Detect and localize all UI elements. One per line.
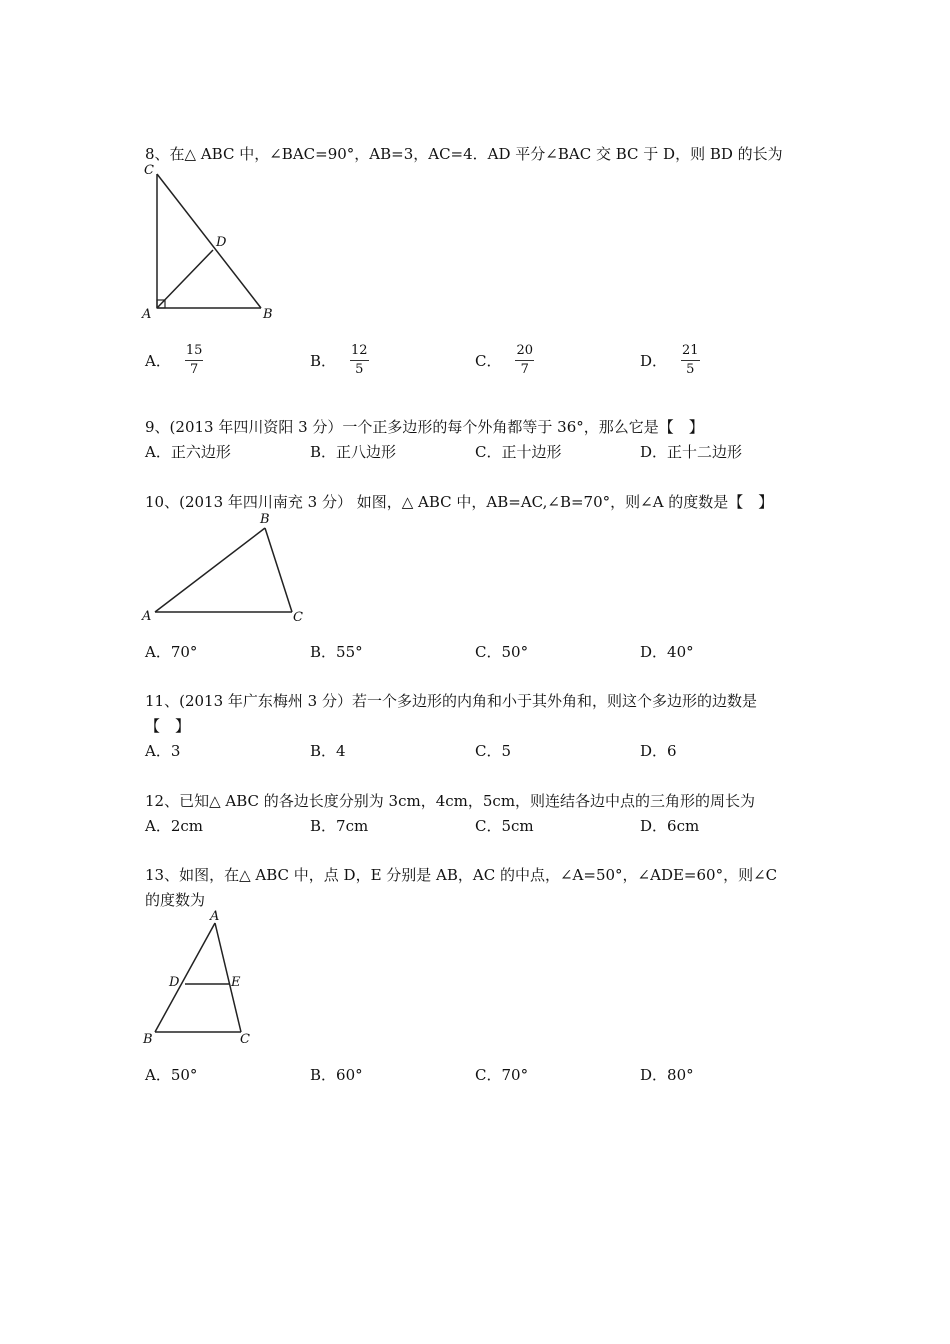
q13-label-d: D — [169, 975, 180, 990]
q11-stem-line1: 11、(2013 年广东梅州 3 分）若一个多边形的内角和小于其外角和，则这个多边形的边数是 — [145, 692, 757, 710]
q9-options — [145, 442, 825, 462]
q10-label-b: B — [260, 512, 270, 527]
q8-stem: 8、在△ ABC 中，∠BAC=90°，AB=3，AC=4．AD 平分∠BAC 交 BC 于 D，则 BD 的长为 — [145, 145, 783, 163]
q13-side-ab — [155, 923, 215, 1032]
q13-option-c[interactable]: C．70° — [475, 1066, 529, 1084]
q12-stem: 12、已知△ ABC 的各边长度分别为 3cm，4cm，5cm，则连结各边中点的三角形的周长为 — [145, 792, 756, 810]
q13-options — [145, 1065, 825, 1085]
q8-option-b[interactable]: B． $\frac{12}{5}$ — [310, 342, 368, 377]
q12-options — [145, 816, 825, 836]
q8-figure — [140, 160, 280, 325]
q9-option-d[interactable]: D．正十二边形 — [640, 443, 743, 461]
q11-option-a[interactable]: A．3 — [145, 742, 181, 760]
q9-option-a[interactable]: A．正六边形 — [145, 443, 231, 461]
q13-option-d[interactable]: D．80° — [640, 1066, 694, 1084]
q11-option-c[interactable]: C．5 — [475, 742, 512, 760]
q9-stem: 9、(2013 年四川资阳 3 分）一个正多边形的每个外角都等于 36°，那么它是【 】 — [145, 418, 704, 436]
q10-stem: 10、(2013 年四川南充 3 分） 如图，△ ABC 中，AB=AC,∠B=70°，则∠A 的度数是【 】 — [145, 493, 774, 511]
q8-option-d[interactable]: D． $\frac{21}{5}$ — [640, 342, 699, 377]
q8-option-a[interactable]: A． $\frac{15}{7}$ — [145, 342, 203, 377]
q10-label-c: C — [293, 610, 303, 625]
q8-option-a-fraction: $\frac{15}{7}$ — [185, 342, 203, 377]
q12-option-c[interactable]: C．5cm — [475, 817, 534, 835]
q8-option-c[interactable]: C． $\frac{20}{7}$ — [475, 342, 534, 377]
q12-option-d[interactable]: D．6cm — [640, 817, 700, 835]
q8-bisector-ad — [157, 250, 213, 308]
q10-label-a: A — [142, 609, 152, 624]
q11-option-d[interactable]: D．6 — [640, 742, 677, 760]
q8-options — [145, 340, 825, 380]
q13-stem-line2: 的度数为 — [145, 891, 206, 909]
q8-label-b: B — [263, 307, 273, 322]
q10-side-bc — [265, 528, 292, 612]
q13-label-c: C — [240, 1032, 250, 1047]
q10-option-d[interactable]: D．40° — [640, 643, 694, 661]
q9-option-c[interactable]: C．正十边形 — [475, 443, 562, 461]
q8-label-d: D — [216, 235, 227, 250]
q11-stem-line2: 【 】 — [145, 717, 191, 735]
q13-stem-line1: 13、如图，在△ ABC 中，点 D，E 分别是 AB，AC 的中点，∠A=50°，∠ADE=60°，则∠C — [145, 866, 778, 884]
q13-figure — [140, 905, 260, 1050]
q8-side-bc — [157, 174, 261, 308]
q8-option-b-fraction: $\frac{12}{5}$ — [351, 342, 368, 377]
q13-option-a[interactable]: A．50° — [145, 1066, 198, 1084]
q12-option-a[interactable]: A．2cm — [145, 817, 204, 835]
q10-option-a[interactable]: A．70° — [145, 643, 198, 661]
q13-option-b[interactable]: B．60° — [310, 1066, 363, 1084]
q13-label-e: E — [231, 975, 241, 990]
q8-option-d-fraction: $\frac{21}{5}$ — [682, 342, 699, 377]
q10-option-b[interactable]: B．55° — [310, 643, 363, 661]
q10-figure — [140, 508, 315, 628]
q11-options — [145, 741, 825, 761]
q10-option-c[interactable]: C．50° — [475, 643, 529, 661]
q10-side-ab — [155, 528, 265, 612]
q11-option-b[interactable]: B．4 — [310, 742, 346, 760]
q13-label-b: B — [143, 1032, 153, 1047]
q8-label-c: C — [144, 163, 154, 178]
q9-option-b[interactable]: B．正八边形 — [310, 443, 397, 461]
q8-label-a: A — [142, 307, 152, 322]
q10-options — [145, 642, 825, 662]
q8-option-c-fraction: $\frac{20}{7}$ — [516, 342, 534, 377]
q12-option-b[interactable]: B．7cm — [310, 817, 369, 835]
q13-label-a: A — [210, 909, 220, 924]
